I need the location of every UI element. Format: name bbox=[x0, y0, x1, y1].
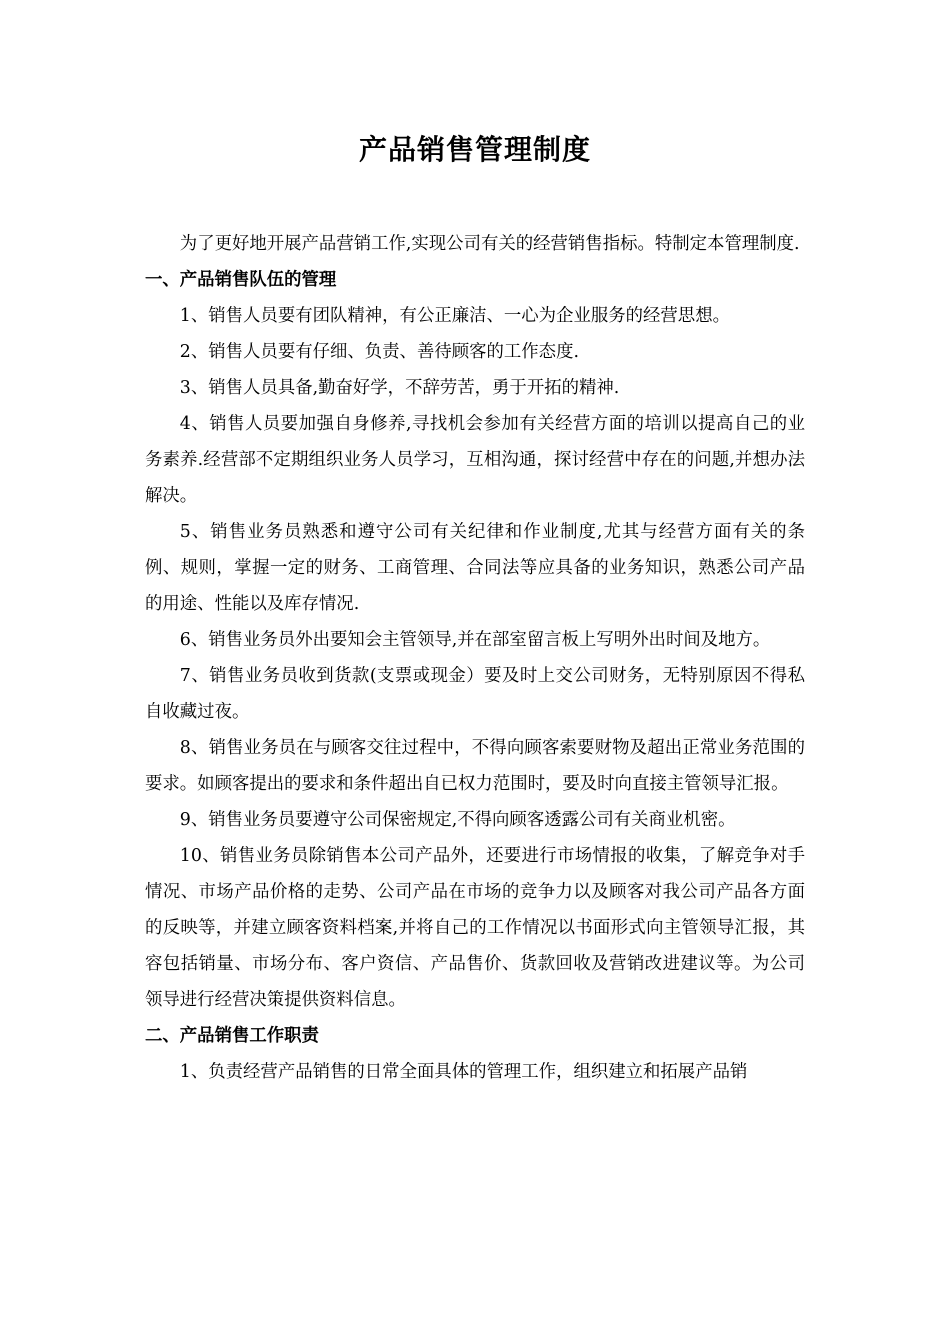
document-title: 产品销售管理制度 bbox=[358, 133, 591, 166]
list-item: 2、销售人员要有仔细、负责、善待顾客的工作态度. bbox=[179, 342, 579, 362]
list-item: 8、销售业务员在与顾客交往过程中，不得向顾客索要财物及超出正常业务范围的要求。如顾客提出的要求和条件超出自已权力范围时，要及时向直接主管领导汇报。 bbox=[145, 738, 805, 794]
list-item: 9、销售业务员要遵守公司保密规定,不得向顾客透露公司有关商业机密。 bbox=[179, 810, 736, 830]
document-body bbox=[145, 226, 805, 1090]
list-item: 4、销售人员要加强自身修养,寻找机会参加有关经营方面的培训以提高自己的业务素养.经营部不定期组织业务人员学习，互相沟通，探讨经营中存在的问题,并想办法解决。 bbox=[145, 414, 805, 506]
list-item: 1、销售人员要有团队精神，有公正廉洁、一心为企业服务的经营思想。 bbox=[179, 306, 730, 326]
list-item: 5、销售业务员熟悉和遵守公司有关纪律和作业制度,尤其与经营方面有关的条例、规则，掌握一定的财务、工商管理、合同法等应具备的业务知识，熟悉公司产品的用途、性能以及库存情况. bbox=[145, 522, 805, 614]
list-item: 10、销售业务员除销售本公司产品外，还要进行市场情报的收集，了解竞争对手情况、市场产品价格的走势、公司产品在市场的竞争力以及顾客对我公司产品各方面的反映等，并建立顾客资料档案,并将自己的工作情况以书面形式向主管领导汇报，其容包括销量、市场分布、客户资信、产品售价、货款回收及营销改进建议等。为公司领导进行经营决策提供资料信息。 bbox=[145, 846, 805, 1010]
list-item: 6、销售业务员外出要知会主管领导,并在部室留言板上写明外出时间及地方。 bbox=[179, 630, 771, 650]
intro-paragraph: 为了更好地开展产品营销工作,实现公司有关的经营销售指标。特制定本管理制度. bbox=[179, 234, 800, 254]
section-heading-job-duties: 二、产品销售工作职责 bbox=[145, 1026, 319, 1046]
list-item: 3、销售人员具备,勤奋好学，不辞劳苦，勇于开拓的精神. bbox=[179, 378, 620, 398]
section-heading-team-management: 一、产品销售队伍的管理 bbox=[145, 270, 337, 290]
list-item: 1、负责经营产品销售的日常全面具体的管理工作，组织建立和拓展产品销 bbox=[179, 1062, 748, 1082]
list-item: 7、销售业务员收到货款(支票或现金）要及时上交公司财务，无特别原因不得私自收藏过夜。 bbox=[145, 666, 805, 722]
